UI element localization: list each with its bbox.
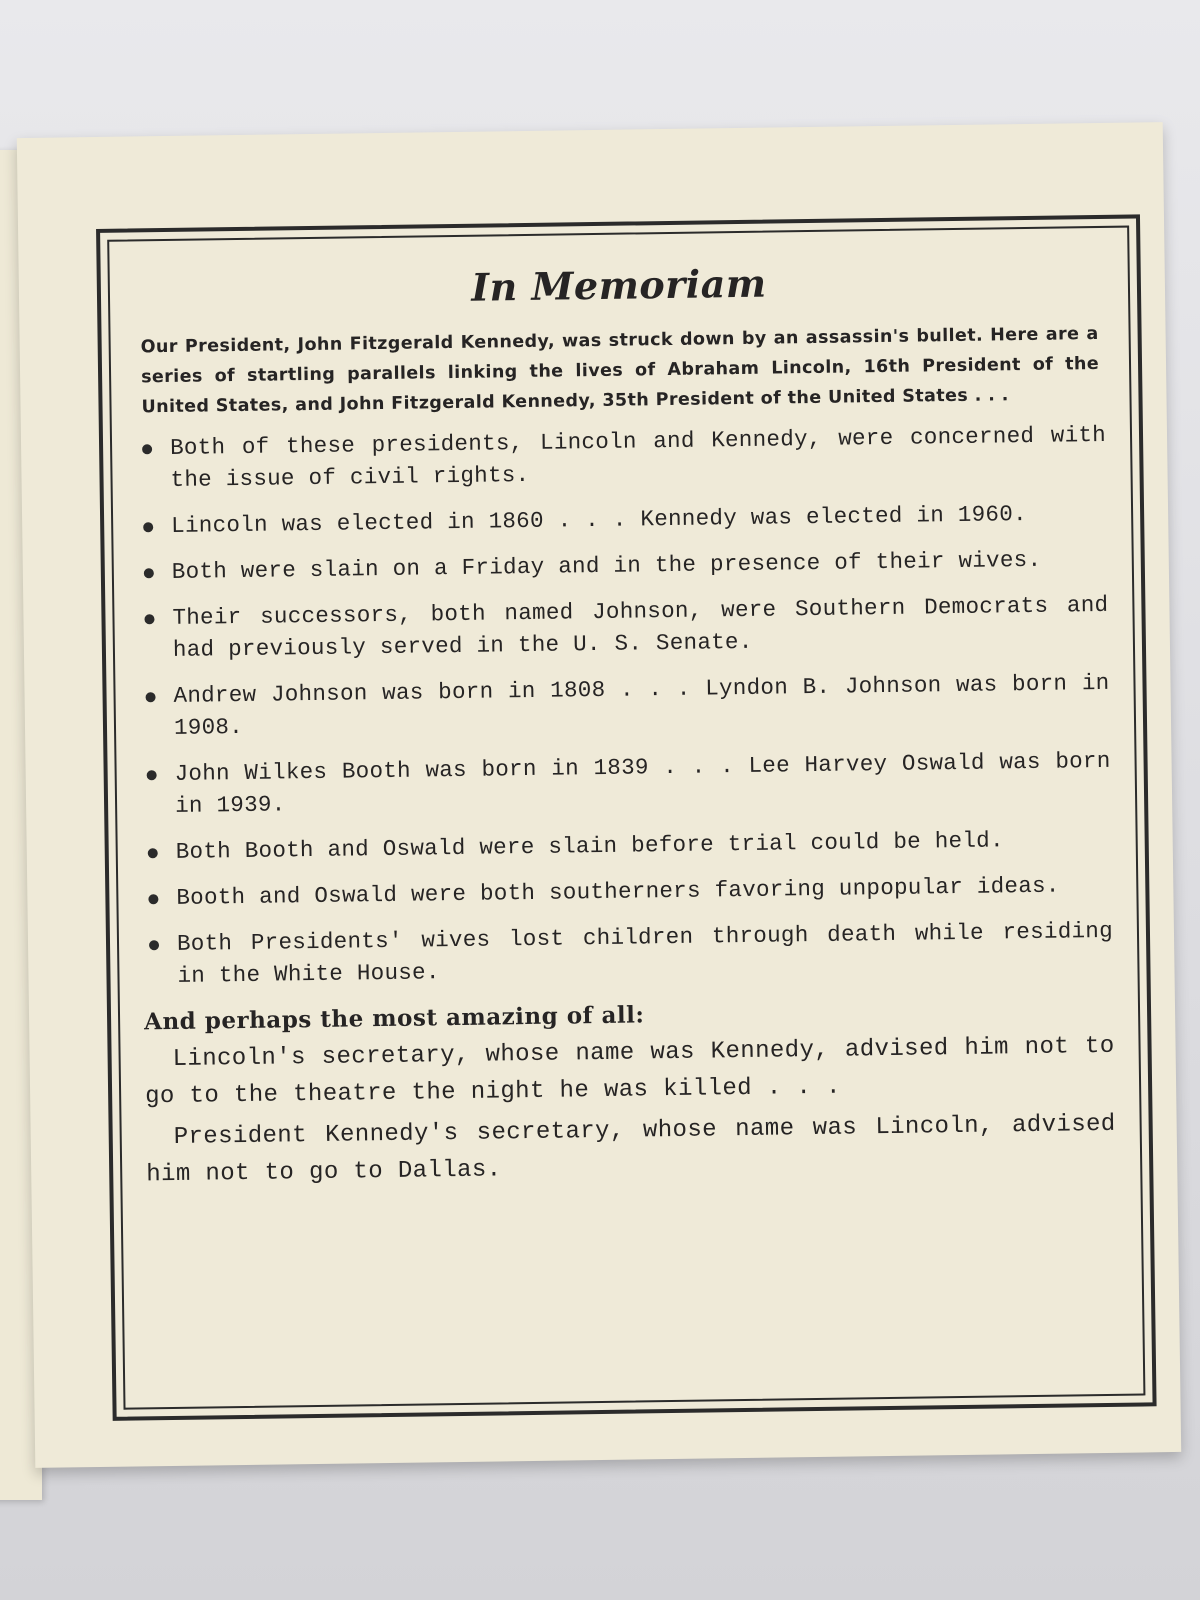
intro-paragraph: Our President, John Fitzgerald Kennedy, was struck down by an assassin's bullet. Here are a series of startling parallels linking the lives of Abraham Lincoln, 16th President of the United States, and John Fitzgerald Kennedy, 35th President of the United States . . . [140,323,1100,418]
amazing-heading: And perhaps the most amazing of all: [143,1001,645,1036]
fact-text: John Wilkes Booth was born in 1839 . . . Lee Harvey Oswald was born in 1939. [174,747,1111,819]
list-item [140,745,1111,823]
bullet-dot-icon [146,692,156,702]
bullet-dot-icon [147,770,157,780]
fact-text: Booth and Oswald were both southerners favoring unpopular ideas. [176,872,1060,911]
list-item [137,497,1107,543]
list-item [142,869,1112,915]
list-item [138,543,1108,589]
fact-text: Both were slain on a Friday and in the presence of their wives. [171,546,1042,585]
fact-text: Both Booth and Oswald were slain before trial could be held. [175,827,1004,865]
bullet-dot-icon [148,894,158,904]
memorial-card [17,122,1181,1468]
fact-text: Both Presidents' wives lost children through death while residing in the White House. [176,917,1114,989]
fact-text: Their successors, both named Johnson, were Southern Democrats and had previously served in the U. S. Senate. [172,591,1109,663]
bullet-dot-icon [142,444,152,454]
card-title: In Memoriam [470,260,767,310]
bullet-dot-icon [149,940,159,950]
parallels-list [136,419,1114,992]
bullet-dot-icon [143,522,153,532]
list-item [143,915,1114,993]
list-item [136,419,1107,497]
list-item [139,667,1110,745]
card-border-outer [96,214,1157,1420]
bullet-dot-icon [144,568,154,578]
closing-paragraph-lincoln: Lincoln's secretary, whose name was Kennedy, advised him not to go to the theatre the night he was killed . . . [144,1032,1115,1111]
fact-text: Both of these presidents, Lincoln and Kennedy, were concerned with the issue of civil rights. [169,421,1107,493]
card-border-inner [107,226,1145,1410]
fact-text: Andrew Johnson was born in 1808 . . . Lyndon B. Johnson was born in 1908. [173,669,1110,741]
closing-paragraph-kennedy: President Kennedy's secretary, whose name was Lincoln, advised him not to go to Dallas. [146,1110,1116,1189]
list-item [138,589,1109,667]
bullet-dot-icon [148,848,158,858]
fact-text: Lincoln was elected in 1860 . . . Kennedy was elected in 1960. [171,500,1028,539]
bullet-dot-icon [144,614,154,624]
list-item [142,823,1112,869]
